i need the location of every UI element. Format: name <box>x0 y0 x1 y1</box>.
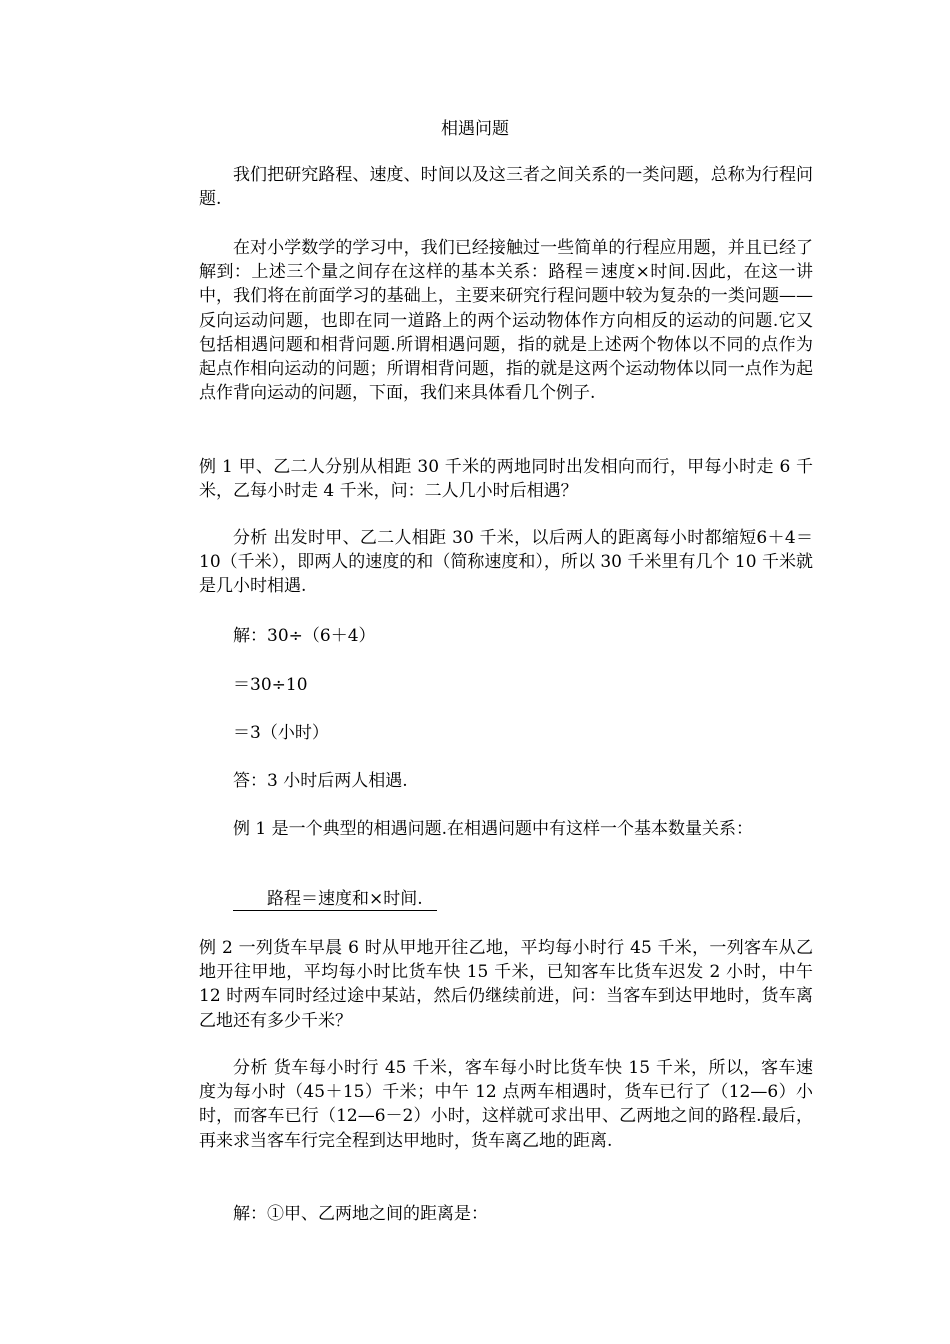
example-1-answer: 答：3 小时后两人相遇. <box>233 771 408 791</box>
key-formula-line <box>199 887 813 911</box>
document-title: 相遇问题 <box>441 119 509 139</box>
example-1-solution-step-2: ＝30÷10 <box>233 675 308 695</box>
background-paragraph: 在对小学数学的学习中，我们已经接触过一些简单的行程应用题，并且已经了解到：上述三个量之间存在这样的基本关系：路程＝速度×时间.因此，在这一讲中，我们将在前面学习的基础上，主要来研究行程问题中较为复杂的一类问题——反向运动问题，也即在同一道路上的两个运动物体作方向相反的运动的问题.它又包括相遇问题和相背问题.所谓相遇问题，指的就是上述两个物体以不同的点作为起点作相向运动的问题；所谓相背问题，指的就是这两个运动物体以同一点作为起点作背向运动的问题，下面，我们来具体看几个例子. <box>199 238 813 404</box>
intro-paragraph: 我们把研究路程、速度、时间以及这三者之间关系的一类问题，总称为行程问题. <box>199 165 813 210</box>
relation-intro: 例 1 是一个典型的相遇问题.在相遇问题中有这样一个基本数量关系： <box>233 819 754 839</box>
example-1-analysis: 分析 出发时甲、乙二人相距 30 千米，以后两人的距离每小时都缩短6＋4＝10（千米），即两人的速度的和（简称速度和），所以 30 千米里有几个 10 千米就是几小时相遇. <box>199 528 813 597</box>
example-2-problem: 例 2 一列货车早晨 6 时从甲地开往乙地，平均每小时行 45 千米，一列客车从乙地开往甲地，平均每小时比货车快 15 千米，已知客车比货车迟发 2 小时，中午 12 时两车同时经过途中某站，然后仍继续前进，问：当客车到达甲地时，货车离乙地还有多少千米？ <box>199 938 813 1031</box>
example-2-analysis: 分析 货车每小时行 45 千米，客车每小时比货车快 15 千米，所以，客车速度为每小时（45＋15）千米；中午 12 点两车相遇时，货车已行了（12—6）小时，而客车已行（12—6－2）小时，这样就可求出甲、乙两地之间的路程.最后，再来求当客车行完全程到达甲地时，货车离乙地的距离. <box>199 1058 813 1151</box>
example-2-solution-step-1: 解：①甲、乙两地之间的距离是： <box>233 1204 488 1224</box>
example-1-problem: 例 1 甲、乙二人分别从相距 30 千米的两地同时出发相向而行，甲每小时走 6 千米，乙每小时走 4 千米，问：二人几小时后相遇？ <box>199 457 813 502</box>
example-1-solution-step-3: ＝3（小时） <box>233 723 329 743</box>
example-1-solution-step-1: 解：30÷（6＋4） <box>233 626 376 646</box>
key-formula: 路程＝速度和×时间. <box>233 888 437 911</box>
